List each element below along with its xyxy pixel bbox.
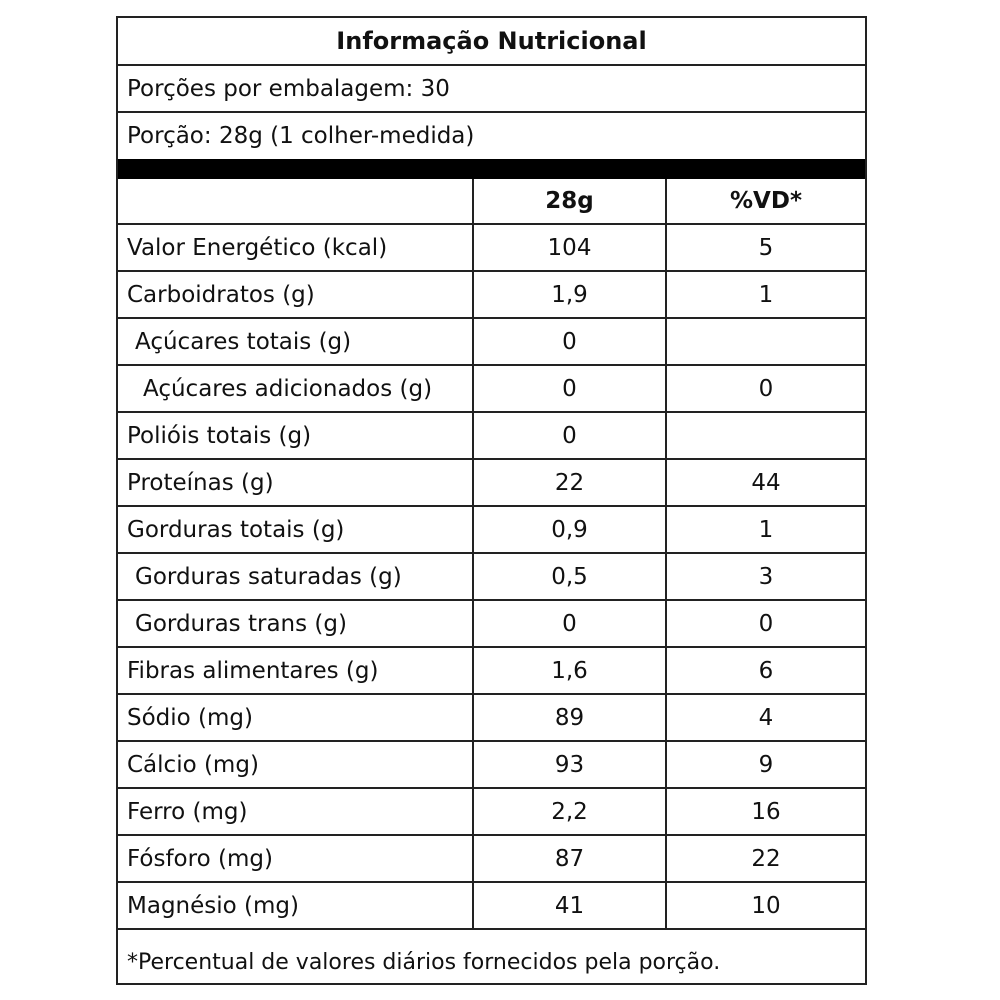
nutrient-amount: 22 [473, 459, 666, 506]
nutrient-amount: 104 [473, 224, 666, 271]
table-row [118, 412, 865, 459]
nutrient-name: Fibras alimentares (g) [118, 647, 473, 694]
nutrient-name: Cálcio (mg) [118, 741, 473, 788]
nutrient-amount: 0 [473, 318, 666, 365]
header-daily-value: %VD* [666, 179, 865, 224]
table-row [118, 835, 865, 882]
nutrient-name: Polióis totais (g) [118, 412, 473, 459]
nutrient-amount: 87 [473, 835, 666, 882]
table-row [118, 271, 865, 318]
serving-size: Porção: 28g (1 colher-medida) [127, 123, 475, 149]
table-row [118, 318, 865, 365]
nutrient-amount: 0 [473, 600, 666, 647]
footnote: *Percentual de valores diários fornecidos pela porção. [127, 950, 721, 975]
nutrient-name: Carboidratos (g) [118, 271, 473, 318]
header-nutrient [118, 179, 473, 224]
nutrient-name: Magnésio (mg) [118, 882, 473, 929]
table-row [118, 647, 865, 694]
nutrient-name: Fósforo (mg) [118, 835, 473, 882]
nutrient-amount: 89 [473, 694, 666, 741]
nutrient-amount: 1,6 [473, 647, 666, 694]
table-row [118, 600, 865, 647]
nutrient-daily-value: 0 [666, 600, 865, 647]
label-title: Informação Nutricional [118, 18, 865, 66]
nutrient-name: Gorduras trans (g) [118, 600, 473, 647]
nutrient-amount: 2,2 [473, 788, 666, 835]
nutrient-daily-value: 5 [666, 224, 865, 271]
nutrient-amount: 1,9 [473, 271, 666, 318]
table-row [118, 224, 865, 271]
nutrient-amount: 0 [473, 365, 666, 412]
table-row [118, 788, 865, 835]
nutrient-daily-value: 44 [666, 459, 865, 506]
table-row [118, 694, 865, 741]
table-row [118, 882, 865, 929]
nutrient-name: Proteínas (g) [118, 459, 473, 506]
table-row [118, 506, 865, 553]
nutrient-name: Gorduras totais (g) [118, 506, 473, 553]
nutrient-table [118, 179, 865, 930]
nutrient-daily-value: 3 [666, 553, 865, 600]
table-row [118, 553, 865, 600]
header-amount: 28g [473, 179, 666, 224]
nutrient-daily-value: 6 [666, 647, 865, 694]
nutrient-daily-value: 1 [666, 271, 865, 318]
nutrient-name: Valor Energético (kcal) [118, 224, 473, 271]
section-divider-bar [118, 159, 865, 179]
portions-per-package: Porções por embalagem: 30 [118, 66, 865, 113]
nutrient-daily-value [666, 318, 865, 365]
nutrient-amount: 0,5 [473, 553, 666, 600]
nutrient-amount: 41 [473, 882, 666, 929]
table-header-row [118, 179, 865, 224]
table-row [118, 459, 865, 506]
nutrient-name: Açúcares totais (g) [118, 318, 473, 365]
nutrition-facts-label [116, 16, 867, 985]
nutrient-table-body [118, 179, 865, 929]
nutrient-daily-value: 22 [666, 835, 865, 882]
table-row [118, 741, 865, 788]
nutrient-daily-value: 10 [666, 882, 865, 929]
nutrient-amount: 0 [473, 412, 666, 459]
nutrient-amount: 93 [473, 741, 666, 788]
nutrient-daily-value: 4 [666, 694, 865, 741]
table-row [118, 365, 865, 412]
nutrient-name: Ferro (mg) [118, 788, 473, 835]
nutrient-daily-value: 16 [666, 788, 865, 835]
nutrient-daily-value: 9 [666, 741, 865, 788]
nutrient-amount: 0,9 [473, 506, 666, 553]
nutrient-name: Açúcares adicionados (g) [118, 365, 473, 412]
nutrient-daily-value: 0 [666, 365, 865, 412]
nutrient-daily-value [666, 412, 865, 459]
nutrient-name: Gorduras saturadas (g) [118, 553, 473, 600]
nutrient-name: Sódio (mg) [118, 694, 473, 741]
nutrient-daily-value: 1 [666, 506, 865, 553]
